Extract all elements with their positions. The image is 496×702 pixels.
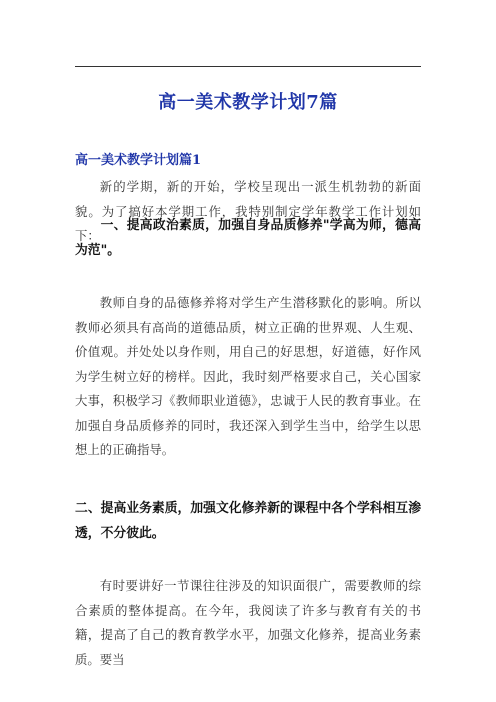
- intro-paragraph: 新的学期，新的开始，学校呈现出一派生机勃勃的新面貌。为了搞好本学期工作，我特别制定学年教学工作计划如下：: [75, 179, 421, 243]
- subheading-2: 二、提高业务素质，加强文化修养新的课程中各个学科相互渗透，不分彼此。: [75, 501, 421, 541]
- body-paragraph-2: 有时要讲好一节课往往涉及的知识面很广，需要教师的综合素质的整体提高。在今年，我阅读了许多与教育有关的书籍，提高了自己的教育教学水平，加强文化修养，提高业务素质。要当: [75, 578, 421, 667]
- section-heading: 高一美术教学计划篇1: [75, 153, 202, 168]
- document-title: 高一美术教学计划7篇: [158, 92, 338, 113]
- body-paragraph-1: 教师自身的品德修养将对学生产生潜移默化的影响。所以教师必须具有高尚的道德品质，树立正确的世界观、人生观、价值观。并处处以身作则，用自己的好思想，好道德，好作风为学生树立好的榜样。因此，我时刻严格要求自己，关心国家大事，积极学习《教师职业道德》，忠诚于人民的教育事业。在加强自身品质修养的同时，我还深入到学生当中，给学生以思想上的正确指导。: [75, 295, 421, 457]
- header-rule: [75, 66, 421, 67]
- subheading-1: 一、提高政治素质，加强自身品质修养"学高为师，德高为范"。: [75, 218, 421, 258]
